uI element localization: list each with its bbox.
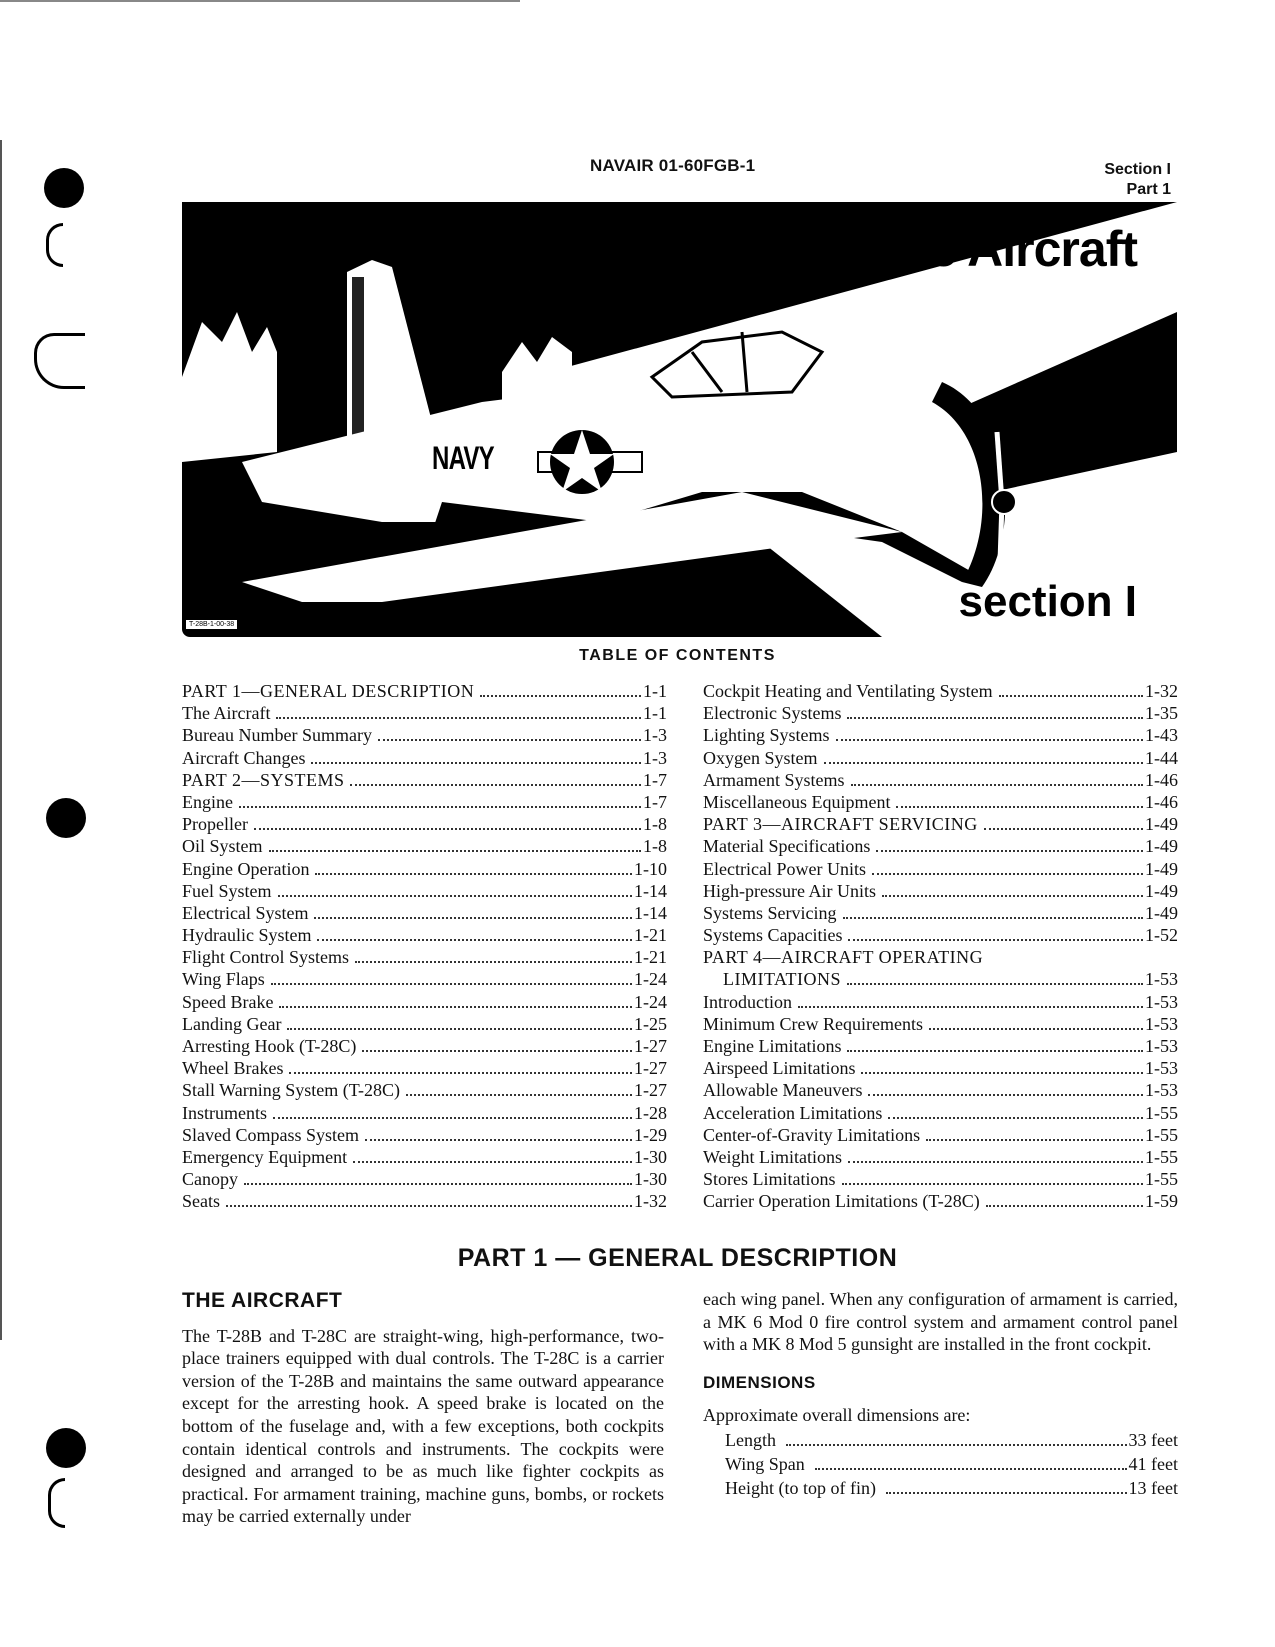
toc-entry-label: Slaved Compass System (182, 1124, 360, 1145)
body-column-right (703, 1288, 1178, 1501)
toc-entry[interactable] (703, 1079, 1178, 1101)
toc-entry-label: Wing Flaps (182, 969, 265, 990)
toc-entry-label: High-pressure Air Units (703, 880, 876, 901)
toc-entry[interactable] (703, 1146, 1178, 1168)
toc-entry-page: 1-27 (634, 1080, 667, 1101)
toc-entry[interactable] (703, 791, 1178, 813)
toc-entry[interactable] (182, 769, 667, 791)
dot-leader (271, 983, 632, 985)
toc-entry-page: 1-25 (634, 1013, 667, 1034)
toc-entry[interactable] (182, 1124, 667, 1146)
toc-entry-label: Material Specifications (703, 836, 871, 857)
toc-entry-page: 1-46 (1145, 769, 1178, 790)
page-edge (0, 140, 2, 1340)
toc-entry-page: 1-53 (1145, 969, 1178, 990)
toc-entry[interactable] (182, 946, 667, 968)
toc-entry-label: Fuel System (182, 880, 272, 901)
toc-entry[interactable] (182, 991, 667, 1013)
toc-entry-label: PART 3—AIRCRAFT SERVICING (703, 814, 978, 835)
toc-entry[interactable] (182, 702, 667, 724)
dot-leader (798, 1006, 1143, 1008)
toc-entry-page: 1-14 (634, 880, 667, 901)
dot-leader (999, 695, 1143, 697)
toc-entry-label: Landing Gear (182, 1013, 282, 1034)
toc-entry[interactable] (182, 880, 667, 902)
dot-leader (311, 762, 641, 764)
toc-entry-label: Acceleration Limitations (703, 1102, 883, 1123)
photo-tag: T-28B-1-00-38 (186, 620, 237, 629)
toc-entry-page: 1-10 (634, 858, 667, 879)
toc-entry-page: 1-8 (643, 814, 667, 835)
dot-leader (836, 739, 1143, 741)
dimension-value: 41 feet (1128, 1453, 1178, 1474)
toc-entry[interactable] (182, 1146, 667, 1168)
dot-leader (254, 828, 641, 830)
dot-leader (896, 806, 1143, 808)
dimensions-intro: Approximate overall dimensions are: (703, 1405, 971, 1426)
dot-leader (847, 983, 1143, 985)
toc-entry-label: Arresting Hook (T-28C) (182, 1036, 357, 1056)
toc-entry[interactable] (703, 1190, 1178, 1212)
toc-entry[interactable] (703, 902, 1178, 924)
toc-entry-page: 1-7 (643, 791, 667, 812)
toc-entry[interactable] (182, 902, 667, 924)
dot-leader (872, 873, 1143, 875)
toc-entry[interactable] (182, 924, 667, 946)
toc-entry-page: 1-29 (634, 1124, 667, 1145)
punch-hole-icon (44, 168, 84, 208)
toc-entry[interactable] (182, 1190, 667, 1212)
toc-title: TABLE OF CONTENTS (579, 647, 776, 664)
section-heading-aircraft: THE AIRCRAFT (182, 1289, 343, 1312)
toc-entry[interactable] (703, 724, 1178, 746)
dimension-row (703, 1477, 1178, 1501)
toc-entry-page: 1-52 (1145, 925, 1178, 946)
toc-entry-label: Stall Warning System (T-28C) (182, 1080, 401, 1101)
toc-entry-label: Hydraulic System (182, 925, 312, 946)
toc-entry-label: Canopy (182, 1169, 238, 1190)
toc-right-column (703, 680, 1178, 1213)
toc-entry[interactable] (703, 769, 1178, 791)
dimension-row (703, 1453, 1178, 1477)
toc-entry[interactable] (182, 1079, 667, 1101)
dot-leader (279, 1006, 632, 1008)
dot-leader (929, 1028, 1143, 1030)
dot-leader (843, 917, 1144, 919)
toc-entry-page: 1-55 (1145, 1124, 1178, 1145)
dot-leader (861, 1072, 1143, 1074)
dot-leader (986, 1205, 1143, 1207)
toc-entry-page: 1-27 (634, 1036, 667, 1056)
dot-leader (362, 1050, 632, 1052)
toc-entry[interactable] (703, 1035, 1178, 1057)
toc-entry-page: 1-44 (1145, 747, 1178, 768)
toc-entry-label: Wheel Brakes (182, 1058, 284, 1079)
dimensions-list (703, 1429, 1178, 1501)
toc-entry[interactable] (703, 1124, 1178, 1146)
toc-entry-page: 1-35 (1145, 703, 1178, 724)
toc-entry-label: Emergency Equipment (182, 1146, 348, 1167)
toc-entry-label: Engine Limitations (703, 1036, 842, 1056)
toc-entry-label: Electrical System (182, 902, 309, 923)
margin-mark (34, 333, 85, 389)
toc-entry-label: Armament Systems (703, 769, 845, 790)
part-label: Part 1 (1126, 181, 1171, 198)
toc-entry-label: Introduction (703, 991, 792, 1012)
toc-entry-page: 1-27 (634, 1058, 667, 1079)
toc-entry[interactable] (703, 880, 1178, 902)
toc-entry-page: 1-14 (634, 902, 667, 923)
dot-leader (289, 1072, 632, 1074)
toc-entry[interactable] (703, 1013, 1178, 1035)
toc-entry[interactable] (182, 747, 667, 769)
toc-entry-label: PART 4—AIRCRAFT OPERATING (703, 947, 984, 968)
toc-entry[interactable] (703, 702, 1178, 724)
toc-entry-page: 1-1 (643, 681, 667, 701)
dot-leader (851, 784, 1144, 786)
toc-entry[interactable] (182, 858, 667, 880)
toc-entry-page: 1-49 (1145, 814, 1178, 835)
toc-entry[interactable] (182, 1168, 667, 1190)
dimension-value: 13 feet (1128, 1477, 1178, 1498)
dot-leader (278, 895, 632, 897)
toc-entry-page: 1-1 (643, 703, 667, 724)
margin-mark (46, 223, 63, 267)
toc-entry[interactable] (703, 747, 1178, 769)
dot-leader (842, 1183, 1144, 1185)
dot-leader (353, 1161, 632, 1163)
margin-mark (48, 1478, 65, 1528)
section-label: Section I (1104, 161, 1171, 178)
aircraft-paragraph: The T-28B and T-28C are straight-wing, high-performance, two-place trainers equipped with dual controls. The T-28C is a carrier version of the T-28B and maintains the same outward appearance except for the arresting hook. A speed brake is located on the bottom of the fuselage and, with a few exceptions, both cockpits contain identical controls and instruments. The cockpits were designed and arranged to be as much like fighter cockpits as practical. For armament training, machine guns, bombs, or rockets may be carried externally under (182, 1325, 664, 1527)
toc-entry-page: 1-8 (643, 836, 667, 857)
toc-entry-page: 1-3 (643, 725, 667, 746)
dot-leader (226, 1205, 632, 1207)
toc-entry[interactable] (703, 858, 1178, 880)
hero-aircraft-photo (182, 202, 1177, 637)
toc-entry-page: 1-24 (634, 991, 667, 1012)
section-heading-dimensions: DIMENSIONS (703, 1372, 816, 1392)
toc-left-column (182, 680, 667, 1213)
toc-entry-label: Oxygen System (703, 747, 818, 768)
toc-entry[interactable] (182, 968, 667, 990)
toc-entry-label: Engine Operation (182, 858, 310, 879)
toc-entry[interactable] (703, 968, 1178, 990)
toc-entry-label: Lighting Systems (703, 725, 830, 746)
toc-entry[interactable] (182, 1102, 667, 1124)
dot-leader (926, 1139, 1143, 1141)
body-column-left (182, 1290, 664, 1528)
dimension-label: Wing Span (725, 1453, 805, 1474)
toc-entry-label: Center-of-Gravity Limitations (703, 1124, 921, 1145)
section-part-label (1104, 160, 1171, 200)
toc-entry[interactable] (182, 791, 667, 813)
dot-leader (239, 806, 641, 808)
toc-entry[interactable] (182, 724, 667, 746)
toc-entry-page: 1-30 (634, 1169, 667, 1190)
toc-entry-label: Bureau Number Summary (182, 725, 372, 746)
dot-leader (350, 784, 641, 786)
toc-entry[interactable] (182, 1057, 667, 1079)
toc-entry-label: Airspeed Limitations (703, 1058, 856, 1079)
toc-entry-page: 1-3 (643, 747, 667, 768)
toc-entry[interactable] (703, 680, 1178, 702)
dimension-label: Height (to top of fin) (725, 1477, 876, 1498)
toc-entry-page: 1-46 (1145, 791, 1178, 812)
document-code: NAVAIR 01-60FGB-1 (590, 156, 756, 175)
toc-entry[interactable] (182, 1013, 667, 1035)
dot-leader (365, 1139, 632, 1141)
toc-entry-label: Cockpit Heating and Ventilating System (703, 681, 993, 701)
toc-entry-page: 1-49 (1145, 902, 1178, 923)
dot-leader (480, 695, 641, 697)
toc-entry-page: 1-59 (1145, 1191, 1178, 1212)
dot-leader (882, 895, 1143, 897)
dot-leader (848, 1161, 1143, 1163)
toc-entry[interactable] (703, 1168, 1178, 1190)
toc-entry-label: Flight Control Systems (182, 947, 350, 968)
toc-entry-label: Weight Limitations (703, 1146, 843, 1167)
dimension-value: 33 feet (1128, 1429, 1178, 1450)
toc-entry[interactable] (703, 813, 1178, 835)
toc-entry-page: 1-55 (1145, 1146, 1178, 1167)
toc-entry-label: Carrier Operation Limitations (T-28C) (703, 1191, 980, 1212)
toc-entry-page: 1-49 (1145, 836, 1178, 857)
dot-leader (868, 1094, 1143, 1096)
toc-entry-page: 1-24 (634, 969, 667, 990)
dot-leader (888, 1117, 1143, 1119)
toc-entry[interactable] (703, 1057, 1178, 1079)
dot-leader (269, 850, 641, 852)
toc-entry[interactable] (182, 1035, 667, 1057)
toc-entry-page: 1-21 (634, 947, 667, 968)
dot-leader (876, 850, 1143, 852)
toc-entry-label: Stores Limitations (703, 1169, 836, 1190)
toc-entry-page: 1-53 (1145, 1058, 1178, 1079)
toc-entry-label: Seats (182, 1191, 220, 1212)
toc-entry-page: 1-53 (1145, 991, 1178, 1012)
toc-entry-label: Electrical Power Units (703, 858, 866, 879)
toc-entry-page: 1-49 (1145, 858, 1178, 879)
aircraft-paragraph-continued: each wing panel. When any configuration of armament is carried, a MK 6 Mod 0 fire control system and armament control panel with a MK 8 Mod 5 gunsight are installed in the front cockpit. (703, 1289, 1178, 1355)
toc-entry-label: Systems Servicing (703, 902, 837, 923)
dot-leader (287, 1028, 632, 1030)
page-edge (0, 0, 520, 2)
toc-entry-label: Engine (182, 791, 233, 812)
toc-entry-page: 1-30 (634, 1146, 667, 1167)
toc-entry-page: 1-32 (1145, 681, 1178, 701)
toc-entry-page: 1-55 (1145, 1169, 1178, 1190)
toc-entry[interactable] (182, 835, 667, 857)
toc-entry-page: 1-53 (1145, 1013, 1178, 1034)
toc-entry-page: 1-43 (1145, 725, 1178, 746)
toc-entry-label: Allowable Maneuvers (703, 1080, 863, 1101)
navy-marking: NAVY (432, 440, 494, 476)
toc-entry-page: 1-55 (1145, 1102, 1178, 1123)
toc-entry-page: 1-28 (634, 1102, 667, 1123)
dot-leader (315, 873, 632, 875)
toc-entry-label: PART 2—SYSTEMS (182, 769, 345, 790)
toc-entry-label: Miscellaneous Equipment (703, 791, 891, 812)
toc-entry-label: Instruments (182, 1102, 267, 1123)
toc-entry-label: Minimum Crew Requirements (703, 1013, 923, 1034)
dimension-row (703, 1429, 1178, 1453)
dot-leader (378, 739, 641, 741)
dot-leader (847, 1050, 1143, 1052)
toc-entry-label: Systems Capacities (703, 925, 843, 946)
dot-leader (406, 1094, 632, 1096)
toc-entry-page: 1-53 (1145, 1036, 1178, 1056)
dot-leader (847, 717, 1143, 719)
toc-entry-page: 1-49 (1145, 880, 1178, 901)
dot-leader (276, 717, 641, 719)
toc-entry-label: Aircraft Changes (182, 747, 306, 768)
toc-entry[interactable] (703, 991, 1178, 1013)
hero-section-title: section I (958, 577, 1137, 626)
toc-entry-page: 1-21 (634, 925, 667, 946)
toc-entry[interactable] (703, 1102, 1178, 1124)
dot-leader (244, 1183, 632, 1185)
toc-entry-page: 1-53 (1145, 1080, 1178, 1101)
toc-entry[interactable] (182, 680, 667, 702)
toc-entry-label: The Aircraft (182, 703, 271, 724)
toc-entry-page: 1-7 (643, 769, 667, 790)
dot-leader (824, 762, 1144, 764)
dimension-label: Length (725, 1429, 776, 1450)
dot-leader (984, 828, 1143, 830)
part-heading: PART 1 — GENERAL DESCRIPTION (457, 1244, 898, 1272)
dot-leader (786, 1444, 1127, 1446)
toc-entry-label: Oil System (182, 836, 263, 857)
toc-entry-label: Speed Brake (182, 991, 274, 1012)
dot-leader (815, 1468, 1127, 1470)
toc-entry-label: Propeller (182, 814, 248, 835)
toc-entry-label: LIMITATIONS (723, 969, 842, 990)
toc-entry-label: Electronic Systems (703, 703, 842, 724)
toc-entry-label: PART 1—GENERAL DESCRIPTION (182, 681, 475, 701)
punch-hole-icon (46, 1428, 86, 1468)
toc-entry[interactable] (703, 835, 1178, 857)
punch-hole-icon (46, 798, 86, 838)
dot-leader (273, 1117, 632, 1119)
dot-leader (886, 1492, 1127, 1494)
hero-title: e Aircraft (929, 221, 1137, 277)
dot-leader (314, 917, 632, 919)
dot-leader (317, 939, 632, 941)
toc-entry[interactable] (182, 813, 667, 835)
toc-entry[interactable] (703, 924, 1178, 946)
dot-leader (355, 961, 632, 963)
toc-entry[interactable] (703, 946, 1178, 968)
dot-leader (848, 939, 1143, 941)
toc-entry-page: 1-32 (634, 1191, 667, 1212)
